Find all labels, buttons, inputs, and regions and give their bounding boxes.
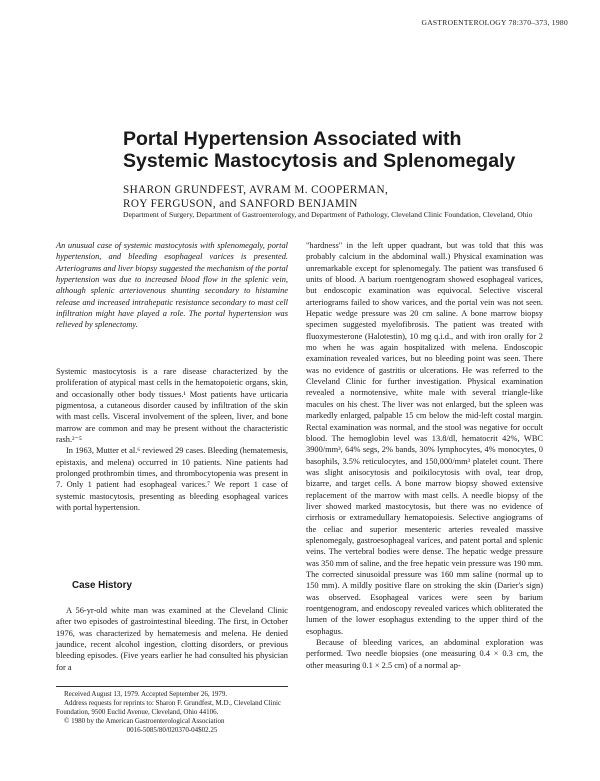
author-line-2: ROY FERGUSON, and SANFORD BENJAMIN xyxy=(123,198,358,210)
right-paragraph-1: "hardness" in the left upper quadrant, but was told that this was probably calcium in the abdominal wall.) Physical examination was unremarkable except for splenomegaly. The patient was transfused 6 units of blood. A barium roentgenogram showed esophageal varices, but endoscopic examination was equivocal. Selective visceral arteriograms failed to show varices, and the portal vein was not seen. Hepatic wedge pressure was 20 cm saline. A bone marrow biopsy specimen suggested myelofibrosis. The patient was treated with fluoxymesterone (Halotestin), 10 mg q.i.d., and with iron orally for 2 mo when he was again hospitalized with melena. Endoscopic examination revealed varices, but no bleeding point was seen. There was no evidence of gastritis or ulcerations. He was referred to the Cleveland Clinic for further investigation. Physical examination revealed a normotensive, white male with several triangle-like macules on his chest. The liver was not enlarged, but the spleen was markedly enlarged, palpable 15 cm below the mid-left costal margin. Rectal examination was normal, and the stool was negative for occult blood. The hemoglobin level was 13.8/dl, hematocrit 42%, WBC 3900/mm³, 64% segs, 2% bands, 30% lymphocytes, 4% monocytes, 0 basophils, 3.5% reticulocytes, and 150,000/mm³ platelet count. There was slight anisocytosis and poikilocytosis with oval, tear drop, bizarre, and target cells. A bone marrow biopsy showed extensive replacement of the marrow with mast cells. A needle biopsy of the liver showed marked mastocytosis, but there was no evidence of cirrhosis or extramedullary hematopoiesis. Selective angiograms of the celiac and superior mesenteric arteries revealed massive splenomegaly, gastroesophageal varices, and patent portal and splenic veins. The vertebral bodies were dense. The hepatic wedge pressure was 350 mm of saline, and the free hepatic vein pressure was 190 mm. The corrected sinusoidal pressure was 160 mm saline (normal up to 150 mm). A mildly positive flare on stroking the skin (Darier's sign) was observed. Esophageal varices were seen by barium roentgenogram, and endoscopy revealed varices which obliterated the lumen of the lower esophagus extending to the upper third of the esophagus. xyxy=(306,241,543,636)
case-history-text xyxy=(56,605,288,673)
footnotes xyxy=(56,690,288,735)
intro-paragraph-2: In 1963, Mutter et al.⁶ reviewed 29 cases. Bleeding (hematemesis, epistaxis, and melena) occurred in 10 patients. Nine patients had prolonged prothrombin times, and thrombocytopenia was present in 7. Only 1 patient had esophageal varices.⁷ We report 1 case of systemic mastocytosis, presenting as bleeding esophageal varices with portal hypertension. xyxy=(56,446,288,513)
title-line-2: Systemic Mastocytosis and Splenomegaly xyxy=(123,150,516,172)
article-title xyxy=(123,128,543,172)
author-list xyxy=(123,183,543,211)
section-heading-case-history: Case History xyxy=(72,580,132,591)
journal-reference: GASTROENTEROLOGY 78:370–373, 1980 xyxy=(421,18,568,27)
right-paragraph-2: Because of bleeding varices, an abdominal exploration was performed. Two needle biopsies (one measuring 0.4 × 0.3 cm, the other measuring 0.1 × 2.5 cm) of a normal ap- xyxy=(306,638,543,670)
intro-paragraph-1: Systemic mastocytosis is a rare disease characterized by the proliferation of atypical mast cells in the hematopoietic organs, skin, and occasionally other body tissues.¹ Most patients have urticaria pigmentosa, a cutaneous disorder caused by infiltration of the skin with mast cells. Visceral involvement of the spleen, liver, and bone marrow are common and may be present without the characteristic rash.²⁻⁵ xyxy=(56,367,288,445)
footnote-divider xyxy=(56,686,288,687)
footnote-received: Received August 13, 1979. Accepted September 26, 1979. xyxy=(64,690,228,698)
introduction xyxy=(56,366,288,513)
author-line-1: SHARON GRUNDFEST, AVRAM M. COOPERMAN, xyxy=(123,184,389,196)
right-column xyxy=(306,240,543,671)
footnote-copyright: © 1980 by the American Gastroenterological Association xyxy=(64,717,225,725)
affiliation: Department of Surgery, Department of Gastroenterology, and Department of Pathology, Cleveland Clinic Foundation, Cleveland, Ohio xyxy=(123,210,533,219)
case-paragraph: A 56-yr-old white man was examined at the Cleveland Clinic after two episodes of gastrointestinal bleeding. The first, in October 1976, was characterized by hematemesis and melena. He denied jaundice, recent alcohol ingestion, clotting disorders, or previous bleeding episodes. (Five years earlier he had consulted his physician for a xyxy=(56,606,288,672)
abstract-text: An unusual case of systemic mastocytosis with splenomegaly, portal hypertension, and bleeding esophageal varices is presented. Arteriograms and liver biopsy suggested the mechanism of the portal hypertension was due to increased blood flow in the splenic vein, although splenic arteriovenous shunting secondary to histamine release and increased intrahepatic resistance secondary to mast cell infiltration might have played a role. The portal hypertension was relieved by splenectomy. xyxy=(56,241,288,330)
title-line-1: Portal Hypertension Associated with xyxy=(123,128,462,150)
footnote-reprints: Address requests for reprints to: Sharon F. Grundfest, M.D., Cleveland Clinic Foundation, 9500 Euclid Avenue, Cleveland, Ohio 44106. xyxy=(56,699,281,716)
abstract xyxy=(56,240,288,331)
footnote-code: 0016-5085/80/020370-04$02.25 xyxy=(126,726,218,734)
